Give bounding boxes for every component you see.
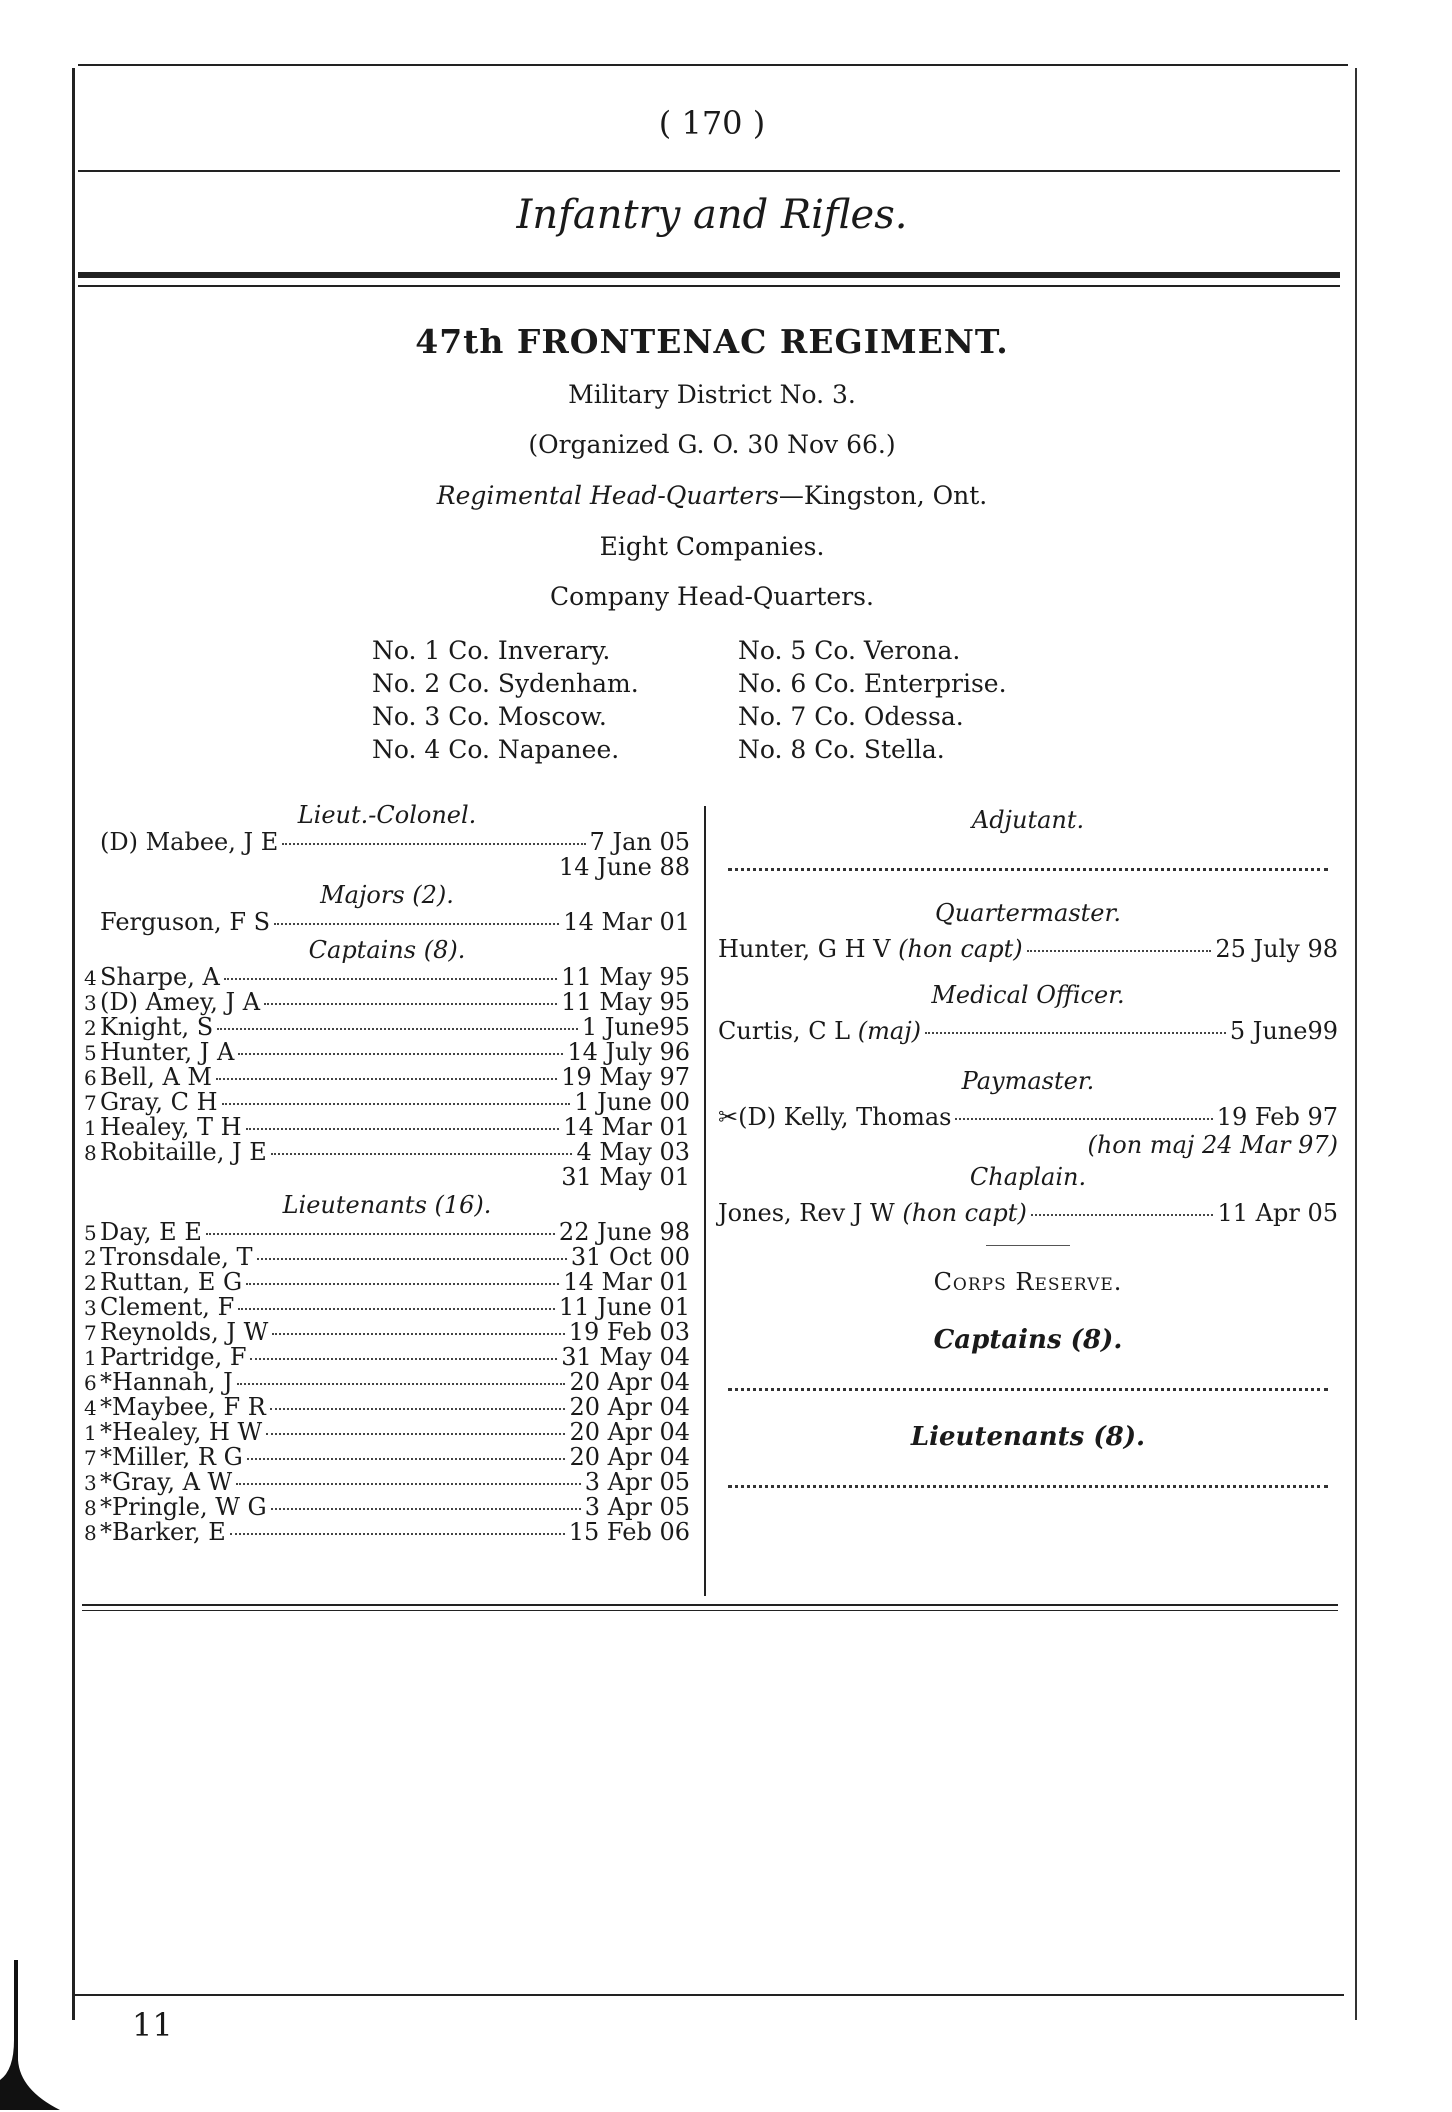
officers-left-column xyxy=(84,800,690,1545)
reserve-captains-vacant xyxy=(728,1360,1328,1391)
officer-row: Hunter, G H V (hon capt) 25 July 98 xyxy=(718,935,1338,963)
officer-date: 14 Mar 01 xyxy=(563,908,690,936)
officer-date: 20 Apr 04 xyxy=(569,1443,690,1471)
officer-date: 20 Apr 04 xyxy=(569,1418,690,1446)
officer-row: 8 *Barker, E 15 Feb 06 xyxy=(84,1518,690,1546)
chaplain-heading: Chaplain. xyxy=(969,1163,1087,1191)
officer-name: ✂(D) Kelly, Thomas xyxy=(718,1103,952,1131)
officer-row: 8 *Pringle, W G 3 Apr 05 xyxy=(84,1493,690,1521)
regiment-title: 47th FRONTENAC REGIMENT. xyxy=(415,322,1009,361)
officer-date: 15 Feb 06 xyxy=(568,1518,690,1546)
officer-row xyxy=(84,910,690,935)
officer-name: Reynolds, J W xyxy=(100,1318,269,1346)
officer-name: Robitaille, J E xyxy=(100,1138,267,1166)
officer-date: 1 June95 xyxy=(581,1013,690,1041)
officer-name: Curtis, C L xyxy=(718,1017,851,1045)
officer-name: (D) Mabee, J E xyxy=(100,828,279,856)
officer-row: Jones, Rev J W (hon capt) 11 Apr 05 xyxy=(718,1199,1338,1227)
section-end-rule xyxy=(82,1604,1338,1606)
officer-date: 7 Jan 05 xyxy=(589,828,690,856)
officer-row: 3 (D) Amey, J A 11 May 95 xyxy=(84,988,690,1016)
officer-name: Hunter, J A xyxy=(100,1038,235,1066)
officer-date: 19 Feb 03 xyxy=(568,1318,690,1346)
military-district: Military District No. 3. xyxy=(568,380,856,409)
reserve-lieutenants-vacant xyxy=(728,1457,1328,1488)
company-hq-item: No. 2 Co. Sydenham. xyxy=(372,669,639,698)
thin-rule xyxy=(78,285,1340,287)
organized-note: (Organized G. O. 30 Nov 66.) xyxy=(528,430,896,459)
reserve-lieutenants-heading: Lieutenants (8). xyxy=(910,1422,1146,1452)
officer-row: 1 *Healey, H W 20 Apr 04 xyxy=(84,1418,690,1446)
officer-row-extra: 14 June 88 xyxy=(558,853,690,881)
header-rule xyxy=(78,170,1340,172)
officer-name: Ferguson, F S xyxy=(100,908,271,936)
officer-date: 3 Apr 05 xyxy=(584,1468,690,1496)
officer-row xyxy=(84,830,690,855)
officer-name: Healey, T H xyxy=(100,1113,242,1141)
company-hq-item: No. 6 Co. Enterprise. xyxy=(738,669,1007,698)
officer-name: *Pringle, W G xyxy=(100,1493,267,1521)
officer-row: Curtis, C L (maj) 5 June99 xyxy=(718,1017,1338,1045)
column-divider xyxy=(704,806,706,1596)
company-hq-left xyxy=(372,634,639,766)
officer-row: 2 Tronsdale, T 31 Oct 00 xyxy=(84,1243,690,1271)
officer-row: 2 Knight, S 1 June95 xyxy=(84,1013,690,1041)
lieutenants-list xyxy=(84,1220,690,1545)
officer-date: 11 June 01 xyxy=(558,1293,690,1321)
officer-date: 20 Apr 04 xyxy=(569,1393,690,1421)
officer-row: 5 Day, E E 22 June 98 xyxy=(84,1218,690,1246)
officer-date: 3 Apr 05 xyxy=(584,1493,690,1521)
officer-name: *Hannah, J xyxy=(100,1368,233,1396)
binding-edge-mark xyxy=(0,1960,60,2110)
section-title: Infantry and Rifles. xyxy=(516,192,908,238)
section-end-rule-2 xyxy=(82,1610,1338,1611)
officer-name: *Maybee, F R xyxy=(100,1393,266,1421)
medical-officer-heading: Medical Officer. xyxy=(931,981,1125,1009)
officer-row: 7 Reynolds, J W 19 Feb 03 xyxy=(84,1318,690,1346)
paymaster-note: (hon maj 24 Mar 97) xyxy=(1087,1131,1338,1159)
reserve-captains-heading: Captains (8). xyxy=(933,1325,1123,1355)
officer-row: 7 *Miller, R G 20 Apr 04 xyxy=(84,1443,690,1471)
officer-row: 1 Healey, T H 14 Mar 01 xyxy=(84,1113,690,1141)
officer-date: 22 June 98 xyxy=(558,1218,690,1246)
lieut-colonel-heading: Lieut.-Colonel. xyxy=(297,801,477,829)
majors-heading: Majors (2). xyxy=(320,881,454,909)
adjutant-heading: Adjutant. xyxy=(971,806,1085,834)
company-hq-title: Company Head-Quarters. xyxy=(550,582,874,611)
officer-name: Jones, Rev J W xyxy=(718,1199,895,1227)
companies-count: Eight Companies. xyxy=(599,532,825,561)
officer-name: *Gray, A W xyxy=(100,1468,233,1496)
officer-date: 31 May 04 xyxy=(561,1343,690,1371)
officer-date: 20 Apr 04 xyxy=(569,1368,690,1396)
officer-name: (D) Amey, J A xyxy=(100,988,261,1016)
company-hq-item: No. 1 Co. Inverary. xyxy=(372,636,611,665)
quartermaster-heading: Quartermaster. xyxy=(935,899,1121,927)
company-hq-item: No. 8 Co. Stella. xyxy=(738,735,945,764)
lieutenants-heading: Lieutenants (16). xyxy=(282,1191,492,1219)
officer-row xyxy=(718,1101,1338,1133)
officer-name: Knight, S xyxy=(100,1013,214,1041)
officer-row-extra: 31 May 01 xyxy=(561,1163,690,1191)
officer-name: Partridge, F xyxy=(100,1343,247,1371)
company-hq-right xyxy=(738,634,1007,766)
officer-date: 14 July 96 xyxy=(567,1038,690,1066)
company-hq-item: No. 5 Co. Verona. xyxy=(738,636,961,665)
officer-date: 5 June99 xyxy=(1229,1017,1338,1045)
officer-name: *Miller, R G xyxy=(100,1443,243,1471)
top-rule xyxy=(78,64,1348,66)
signature-mark: 11 xyxy=(132,2006,173,2044)
officer-date: 11 May 95 xyxy=(561,988,690,1016)
bottom-rule xyxy=(74,1994,1344,1996)
captains-list xyxy=(84,965,690,1190)
officer-row: 4 Sharpe, A 11 May 95 xyxy=(84,963,690,991)
adjutant-vacant xyxy=(728,840,1328,871)
officer-row: 5 Hunter, J A 14 July 96 xyxy=(84,1038,690,1066)
captains-heading: Captains (8). xyxy=(308,936,466,964)
officer-row: 1 Partridge, F 31 May 04 xyxy=(84,1343,690,1371)
officer-date: 11 May 95 xyxy=(561,963,690,991)
officer-date: 25 July 98 xyxy=(1215,935,1338,963)
officer-row: 3 Clement, F 11 June 01 xyxy=(84,1293,690,1321)
officer-name: Ruttan, E G xyxy=(100,1268,243,1296)
officer-row: 6 Bell, A M 19 May 97 xyxy=(84,1063,690,1091)
officer-name: Tronsdale, T xyxy=(100,1243,253,1271)
officer-name: Bell, A M xyxy=(100,1063,212,1091)
paymaster-heading: Paymaster. xyxy=(961,1067,1095,1095)
regimental-hq xyxy=(72,481,1352,510)
officer-name: Hunter, G H V xyxy=(718,935,891,963)
hq-label: Regimental Head-Quarters xyxy=(436,481,779,510)
hq-value: —Kingston, Ont. xyxy=(778,481,988,510)
company-hq-item: No. 4 Co. Napanee. xyxy=(372,735,620,764)
officer-date: 31 Oct 00 xyxy=(570,1243,690,1271)
officer-name: *Barker, E xyxy=(100,1518,226,1546)
page-number: ( 170 ) xyxy=(658,104,766,142)
officer-date: 14 Mar 01 xyxy=(563,1268,690,1296)
officer-row: 3 *Gray, A W 3 Apr 05 xyxy=(84,1468,690,1496)
officer-date: 1 June 00 xyxy=(574,1088,690,1116)
officer-row: 2 Ruttan, E G 14 Mar 01 xyxy=(84,1268,690,1296)
officer-row: 7 Gray, C H 1 June 00 xyxy=(84,1088,690,1116)
officers-right-column xyxy=(718,800,1338,1488)
officer-date: 14 Mar 01 xyxy=(563,1113,690,1141)
officer-date: 19 Feb 97 xyxy=(1216,1103,1338,1131)
officer-name: Sharpe, A xyxy=(100,963,220,991)
officer-name: Gray, C H xyxy=(100,1088,218,1116)
corps-reserve-heading: Corps Reserve. xyxy=(933,1268,1123,1296)
officer-date: 11 Apr 05 xyxy=(1217,1199,1338,1227)
officer-name: Clement, F xyxy=(100,1293,235,1321)
officer-row: 8 Robitaille, J E 4 May 03 xyxy=(84,1138,690,1166)
officer-name: *Healey, H W xyxy=(100,1418,263,1446)
officer-date: 19 May 97 xyxy=(561,1063,690,1091)
thick-rule xyxy=(78,272,1340,278)
company-hq-item: No. 7 Co. Odessa. xyxy=(738,702,964,731)
officer-name: Day, E E xyxy=(100,1218,202,1246)
company-hq-item: No. 3 Co. Moscow. xyxy=(372,702,607,731)
officer-date: 4 May 03 xyxy=(576,1138,690,1166)
officer-row: 4 *Maybee, F R 20 Apr 04 xyxy=(84,1393,690,1421)
officer-row: 6 *Hannah, J 20 Apr 04 xyxy=(84,1368,690,1396)
